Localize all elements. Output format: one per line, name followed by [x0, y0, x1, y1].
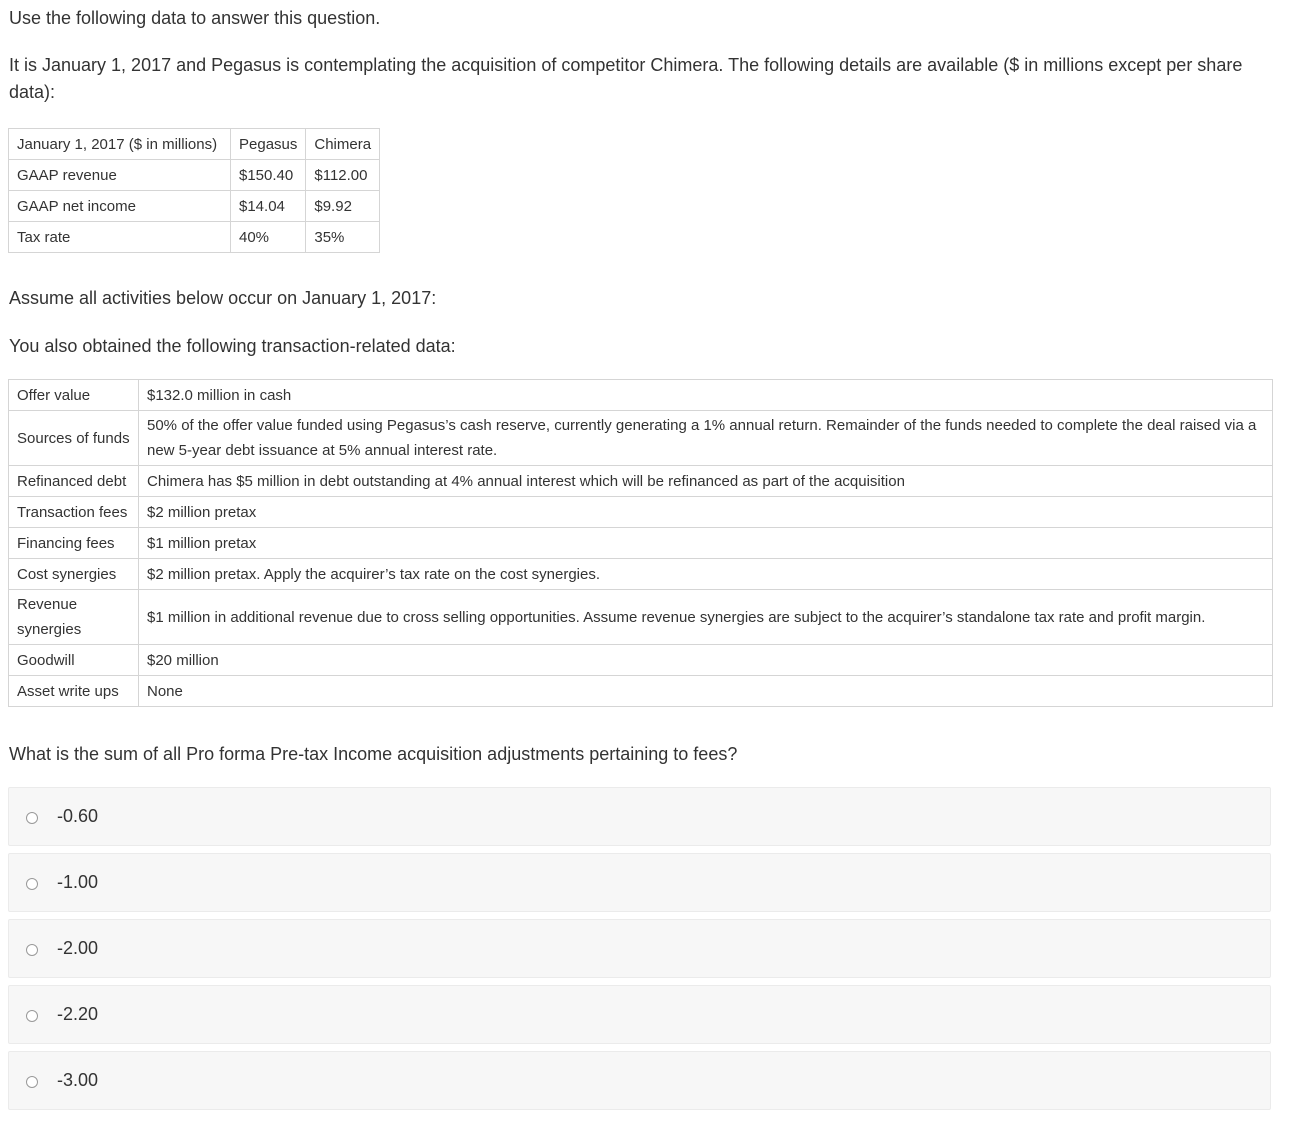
context-text: It is January 1, 2017 and Pegasus is contemplating the acquisition of competitor Chimera. The following details are available ($ in millions except per share data): — [9, 55, 1243, 102]
table-header-cell: Pegasus — [231, 129, 306, 160]
answer-option[interactable] — [8, 919, 1271, 978]
table-row — [9, 191, 380, 222]
radio-button-icon[interactable] — [26, 812, 38, 824]
table-row — [9, 160, 380, 191]
table-cell-label: Sources of funds — [9, 411, 139, 466]
transaction-table — [8, 379, 1273, 707]
table-header-cell: Chimera — [306, 129, 380, 160]
answer-option[interactable] — [8, 1051, 1271, 1110]
answer-option[interactable] — [8, 787, 1271, 846]
table-cell-value: $20 million — [139, 645, 1273, 676]
table-cell-value: $2 million pretax. Apply the acquirer’s tax rate on the cost synergies. — [139, 559, 1273, 590]
radio-button-icon[interactable] — [26, 944, 38, 956]
table-row — [9, 528, 1273, 559]
table-cell-value: $1 million pretax — [139, 528, 1273, 559]
answer-option-label: -1.00 — [57, 872, 99, 892]
table-row — [9, 676, 1273, 707]
table-cell-label: Financing fees — [9, 528, 139, 559]
table-header-cell: January 1, 2017 ($ in millions) — [9, 129, 231, 160]
table-cell-label: Asset write ups — [9, 676, 139, 707]
table-row — [9, 466, 1273, 497]
transaction-intro-text: You also obtained the following transaction-related data: — [9, 336, 456, 356]
answer-option-label: -2.20 — [57, 1004, 99, 1024]
assume-text: Assume all activities below occur on January 1, 2017: — [9, 288, 437, 308]
table-cell: $112.00 — [306, 160, 380, 191]
financials-table — [8, 128, 380, 253]
table-row — [9, 411, 1273, 466]
table-cell-value: $2 million pretax — [139, 497, 1273, 528]
table-cell: $9.92 — [306, 191, 380, 222]
table-cell: Tax rate — [9, 222, 231, 253]
table-cell-label: Goodwill — [9, 645, 139, 676]
radio-button-icon[interactable] — [26, 1076, 38, 1088]
table-cell-value: Chimera has $5 million in debt outstanding at 4% annual interest which will be refinanced as part of the acquisition — [139, 466, 1273, 497]
table-cell: GAAP net income — [9, 191, 231, 222]
table-cell-label: Offer value — [9, 380, 139, 411]
table-row — [9, 497, 1273, 528]
table-row — [9, 645, 1273, 676]
answer-option-label: -3.00 — [57, 1070, 99, 1090]
table-row — [9, 590, 1273, 645]
answer-option[interactable] — [8, 853, 1271, 912]
table-cell: 40% — [231, 222, 306, 253]
table-header-row — [9, 129, 380, 160]
answer-option-label: -0.60 — [57, 806, 99, 826]
answer-option[interactable] — [8, 985, 1271, 1044]
table-cell-value: None — [139, 676, 1273, 707]
radio-button-icon[interactable] — [26, 1010, 38, 1022]
table-cell-label: Refinanced debt — [9, 466, 139, 497]
table-cell-value: $1 million in additional revenue due to cross selling opportunities. Assume revenue synergies are subject to the acquirer’s standalone tax rate and profit margin. — [139, 590, 1273, 645]
table-cell-value: $132.0 million in cash — [139, 380, 1273, 411]
table-row — [9, 559, 1273, 590]
question-text: What is the sum of all Pro forma Pre-tax Income acquisition adjustments pertaining to fees? — [9, 744, 738, 764]
table-row — [9, 222, 380, 253]
radio-button-icon[interactable] — [26, 878, 38, 890]
table-cell: $14.04 — [231, 191, 306, 222]
table-cell: 35% — [306, 222, 380, 253]
table-cell-value: 50% of the offer value funded using Pegasus’s cash reserve, currently generating a 1% annual return. Remainder of the funds needed to complete the deal raised via a new 5-year debt issuance at 5% annual interest rate. — [139, 411, 1273, 466]
table-cell: $150.40 — [231, 160, 306, 191]
intro-text: Use the following data to answer this question. — [9, 8, 381, 28]
table-cell: GAAP revenue — [9, 160, 231, 191]
table-cell-label: Transaction fees — [9, 497, 139, 528]
answer-option-label: -2.00 — [57, 938, 99, 958]
table-row — [9, 380, 1273, 411]
table-cell-label: Revenue synergies — [9, 590, 139, 645]
table-cell-label: Cost synergies — [9, 559, 139, 590]
